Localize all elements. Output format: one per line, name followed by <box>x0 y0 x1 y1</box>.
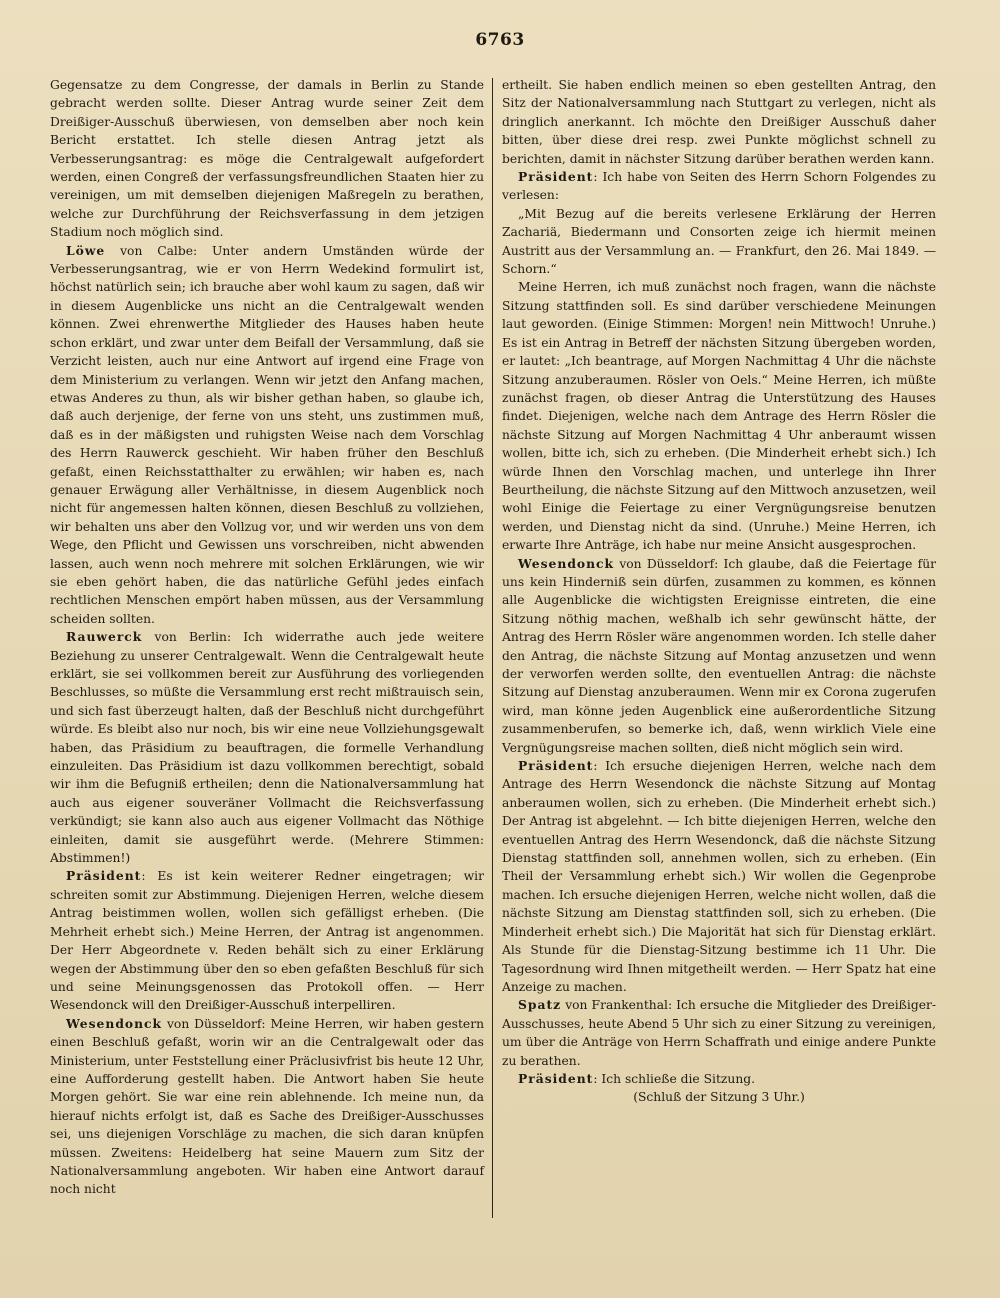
speaker-name: Wesendonck <box>66 1015 163 1031</box>
speaker-name: Präsident <box>66 868 142 884</box>
speaker-name: Löwe <box>66 242 106 258</box>
paragraph: ertheilt. Sie haben endlich meinen so eben gestellten Antrag, den Sitz der Nationalversammlung nach Stuttgart zu verlegen, nicht als dringlich anerkannt. Ich möchte den Dreißiger Ausschuß daher bitten, über diese drei resp. zwei Punkte möglichst schnell zu berichten, damit in nächster Sitzung darüber berathen werden kann. <box>502 78 936 166</box>
speaker-name: Rauwerck <box>66 629 143 645</box>
paragraph: Präsident: Ich schließe die Sitzung. <box>518 1070 756 1086</box>
paragraph: Spatz von Frankenthal: Ich ersuche die Mitglieder des Dreißiger-Ausschusses, heute Abend 5 Uhr sich zu einer Sitzung zu vereinigen, um über die Anträge von Herrn Schaffrath und einige andere Punkte zu berathen. <box>502 997 936 1068</box>
speaker-name: Präsident <box>518 1070 594 1086</box>
right-column <box>502 76 936 1107</box>
paragraph: Gegensatze zu dem Congresse, der damals in Berlin zu Stande gebracht werden sollte. Dieser Antrag wurde seiner Zeit dem Dreißiger-Ausschuß überwiesen, von demselben aber noch kein Bericht erstattet. Ich stelle diesen Antrag jetzt als Verbesserungsantrag: es möge die Centralgewalt aufgefordert werden, einen Congreß der verfassungsfreundlichen Staaten hier zu vereinigen, um mit demselben diejenigen Maßregeln zu berathen, welche zur Durchführung der Reichsverfassung in dem jetzigen Stadium noch möglich sind. <box>50 78 484 240</box>
paragraph: Wesendonck von Düsseldorf: Ich glaube, daß die Feiertage für uns kein Hinderniß sein dürfen, zusammen zu kommen, es können alle Augenblicke die wichtigsten Ereignisse eintreten, die eine Sitzung nöthig machen, weßhalb ich sehr gewünscht hätte, der Antrag des Herrn Rösler wäre angenommen worden. Ich stelle daher den Antrag, die nächste Sitzung auf Montag anzusetzen und wenn der verworfen werden sollte, den eventuellen Antrag: die nächste Sitzung auf Dienstag anzuberaumen. Wenn mir ex Corona zugerufen wird, man könne jeden Augenblick eine außerordentliche Sitzung zusammenberufen, so bemerke ich, daß, wenn wirklich Viele eine Vergnügungsreise machen sollten, dieß nicht möglich sein wird. <box>502 555 936 755</box>
paragraph: Wesendonck von Düsseldorf: Meine Herren, wir haben gestern einen Beschluß gefaßt, worin wir an die Centralgewalt oder das Ministerium, unter Feststellung einer Präclusivfrist bis heute 12 Uhr, eine Aufforderung gestellt haben. Die Antwort haben Sie heute Morgen gehört. Sie war eine rein ablehnende. Ich meine nun, da hierauf nichts erfolgt ist, daß es Sache des Dreißiger-Ausschusses sei, uns diejenigen Vorschläge zu machen, die sich daran knüpfen müssen. Zweitens: Heidelberg hat seine Mauern zum Sitz der Nationalversammlung angeboten. Wir haben eine Antwort darauf noch nicht <box>50 1015 484 1197</box>
speaker-name: Spatz <box>518 997 562 1013</box>
closing-line: (Schluß der Sitzung 3 Uhr.) <box>633 1090 805 1105</box>
paragraph: Meine Herren, ich muß zunächst noch fragen, wann die nächste Sitzung stattfinden soll. Es sind darüber verschiedene Meinungen laut geworden. (Einige Stimmen: Morgen! nein Mittwoch! Unruhe.) Es ist ein Antrag in Betreff der nächsten Sitzung übergeben worden, er lautet: „Ich beantrage, auf Morgen Nachmittag 4 Uhr die nächste Sitzung anzuberaumen. Rösler von Oels.“ Meine Herren, ich müßte zunächst fragen, ob dieser Antrag die Unterstützung des Hauses findet. Diejenigen, welche nach dem Antrage des Herrn Rösler die nächste Sitzung auf Morgen Nachmittag 4 Uhr anberaumt wissen wollen, bitte ich, sich zu erheben. (Die Minderheit erhebt sich.) Ich würde Ihnen den Vorschlag machen, und unterlege ihn Ihrer Beurtheilung, die nächste Sitzung auf den Mittwoch anzusetzen, weil wohl Einige die Feiertage zu einer Vergnügungsreise benutzen werden, und Dienstag nicht da sind. (Unruhe.) Meine Herren, ich erwarte Ihre Anträge, ich habe nur meine Ansicht ausgesprochen. <box>502 280 936 553</box>
paragraph: Präsident: Es ist kein weiterer Redner eingetragen; wir schreiten somit zur Abstimmung. Diejenigen Herren, welche diesem Antrag beistimmen wollen, wollen sich gefälligst erheben. (Die Mehrheit erhebt sich.) Meine Herren, der Antrag ist angenommen. Der Herr Abgeordnete v. Reden behält sich zu einer Erklärung wegen der Abstimmung über den so eben gefaßten Beschluß für sich und seine Meinungsgenossen das Protokoll offen. — Herr Wesendonck will den Dreißiger-Ausschuß interpelliren. <box>50 868 484 1013</box>
paragraph: Löwe von Calbe: Unter andern Umständen würde der Verbesserungsantrag, wie er von Herrn Wedekind formulirt ist, höchst natürlich sein; ich brauche aber wohl kaum zu sagen, daß wir in diesem Augenblicke uns nicht an die Centralgewalt wenden können. Zwei ehrenwerthe Mitglieder des Hauses haben heute schon erklärt, und zwar unter dem Beifall der Versammlung, daß sie Verzicht leisten, auch nur eine Antwort auf irgend eine Frage von dem Ministerium zu verlangen. Wenn wir jetzt den Anfang machen, etwas Anderes zu thun, als wir bisher gethan haben, so glaube ich, daß auch derjenige, der ferne von uns steht, uns zustimmen muß, daß es in der mäßigsten und ruhigsten Weise nach dem Vorschlag des Herrn Rauwerck geschieht. Wir haben früher den Beschluß gefaßt, einen Reichsstatthalter zu erwählen; wir haben es, nach genauer Erwägung aller Verhältnisse, in diesem Augenblick noch nicht für angemessen halten können, diesen Beschluß zu vollziehen, wir behalten uns aber den Vollzug vor, und wir werden uns von dem Wege, den Pflicht und Gewissen uns vorschreiben, nicht abwenden lassen, auch wenn noch mehrere mit solchen Erklärungen, wie wir sie eben gehört haben, die das natürliche Gefühl jedes einfach rechtlichen Menschen empört haben müssen, aus der Versammlung scheiden sollten. <box>50 242 484 626</box>
column-divider <box>492 78 493 1218</box>
speaker-name: Wesendonck <box>518 555 615 571</box>
quoted-declaration: „Mit Bezug auf die bereits verlesene Erklärung der Herren Zachariä, Biedermann und Consorten zeige ich hiermit meinen Austritt aus der Versammlung an. — Frankfurt, den 26. Mai 1849. — Schorn.“ <box>502 206 936 277</box>
page-number: 6763 <box>475 30 525 50</box>
paragraph: Rauwerck von Berlin: Ich widerrathe auch jede weitere Beziehung zu unserer Centralgewalt. Wenn die Centralgewalt heute erklärt, sie sei vollkommen bereit zur Ausführung des vorliegenden Beschlusses, so müßte die Versammlung erst recht mißtrauisch sein, und sich fast überzeugt halten, daß der Beschluß nicht durchgeführt würde. Es bleibt also nur noch, bis wir eine neue Vollziehungsgewalt haben, das Präsidium zu beauftragen, die formelle Verhandlung einzuleiten. Das Präsidium ist dazu vollkommen berechtigt, sobald wir ihm die Befugniß ertheilen; denn die Nationalversammlung hat auch aus eigener souveräner Vollmacht die Reichsverfassung verkündigt; sie kann also auch aus eigener Vollmacht das Nöthige einleiten, damit sie ausgeführt werde. (Mehrere Stimmen: Abstimmen!) <box>50 629 484 866</box>
paragraph: Präsident: Ich ersuche diejenigen Herren, welche nach dem Antrage des Herrn Wesendonck die nächste Sitzung auf Montag anberaumen wollen, sich zu erheben. (Die Minderheit erhebt sich.) Der Antrag ist abgelehnt. — Ich bitte diejenigen Herren, welche den eventuellen Antrag des Herrn Wesendonck, daß die nächste Sitzung Dienstag stattfinden soll, annehmen wollen, sich zu erheben. (Ein Theil der Versammlung erhebt sich.) Wir wollen die Gegenprobe machen. Ich ersuche diejenigen Herren, welche nicht wollen, daß die nächste Sitzung am Dienstag stattfinden soll, sich zu erheben. (Die Minderheit erhebt sich.) Die Majorität hat sich für Dienstag erklärt. Als Stunde für die Dienstag-Sitzung bestimme ich 11 Uhr. Die Tagesordnung wird Ihnen mitgetheilt werden. — Herr Spatz hat eine Anzeige zu machen. <box>502 758 936 994</box>
left-column <box>50 76 484 1199</box>
paragraph: Präsident: Ich habe von Seiten des Herrn Schorn Folgendes zu verlesen: <box>502 169 936 203</box>
speaker-name: Präsident <box>518 758 594 774</box>
speaker-name: Präsident <box>518 169 594 185</box>
